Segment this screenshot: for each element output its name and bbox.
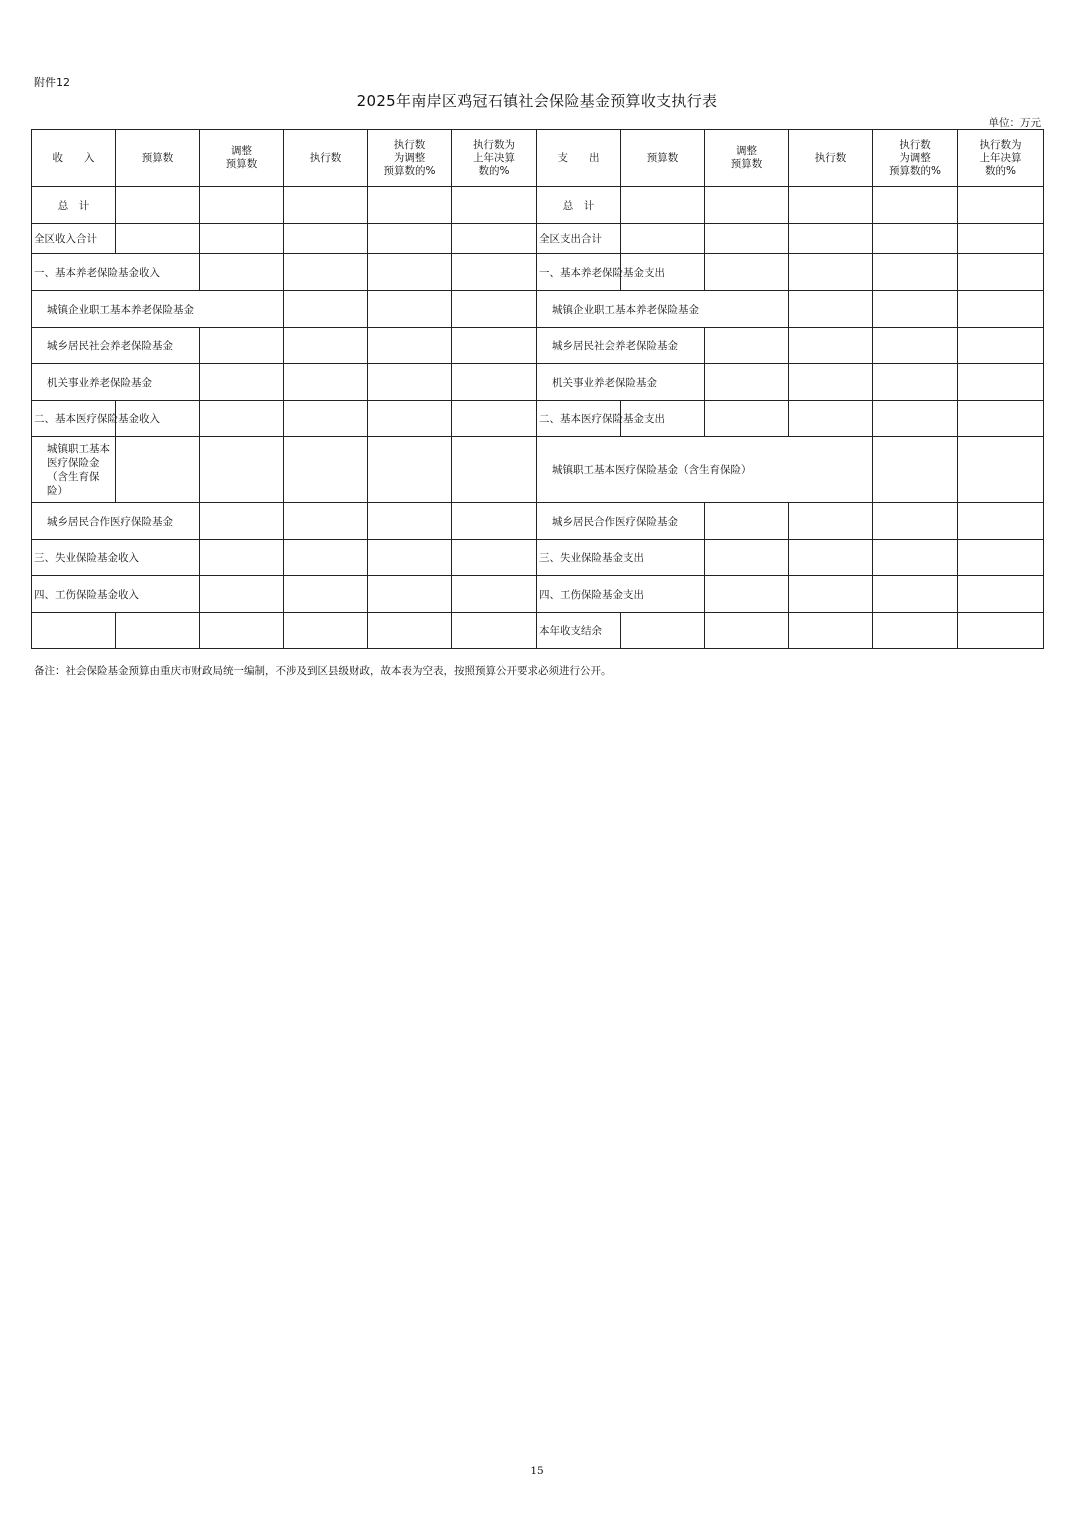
table-row — [32, 401, 1044, 437]
header-ratio-lastyear-expense: 执行数为 上年决算 数的% — [958, 130, 1044, 187]
row-label-resident-pension-expense: 城乡居民社会养老保险基金 — [537, 328, 705, 364]
table-row — [32, 328, 1044, 364]
header-income: 收 入 — [32, 130, 116, 187]
row-label-rural-medical-expense: 城乡居民合作医疗保险基金 — [537, 503, 705, 540]
header-budget-income: 预算数 — [116, 130, 200, 187]
table-row — [32, 613, 1044, 649]
row-label-unemployment-income: 三、失业保险基金收入 — [32, 540, 200, 576]
footnote: 备注：社会保险基金预算由重庆市财政局统一编制，不涉及到区县级财政，故本表为空表，按照预算公开要求必须进行公开。 — [34, 665, 612, 677]
unit-label: 单位：万元 — [988, 117, 1041, 129]
header-ratio-adjusted-expense: 执行数 为调整 预算数的% — [873, 130, 958, 187]
page-title: 2025年南岸区鸡冠石镇社会保险基金预算收支执行表 — [356, 92, 718, 110]
row-label-district-income: 全区收入合计 — [32, 224, 116, 254]
table-row — [32, 224, 1044, 254]
table-row — [32, 503, 1044, 540]
row-label-unemployment-expense: 三、失业保险基金支出 — [537, 540, 705, 576]
row-label-rural-medical-income: 城乡居民合作医疗保险基金 — [32, 503, 200, 540]
budget-execution-table — [31, 129, 1044, 649]
header-adjusted-income: 调整 预算数 — [200, 130, 284, 187]
table-row — [32, 437, 1044, 503]
row-label-urban-pension-income: 城镇企业职工基本养老保险基金 — [32, 291, 284, 328]
annex-label: 附件12 — [34, 76, 70, 89]
row-label-medical-expense: 二、基本医疗保险基金支出 — [537, 401, 621, 437]
row-label-gov-pension-expense: 机关事业养老保险基金 — [537, 364, 705, 401]
row-label-urban-medical-income: 城镇职工基本医疗保险金（含生育保险） — [32, 437, 116, 503]
row-label-total-expense: 总 计 — [537, 187, 621, 224]
table-row — [32, 254, 1044, 291]
table-row — [32, 540, 1044, 576]
row-label-total-income: 总 计 — [32, 187, 116, 224]
table-row — [32, 576, 1044, 613]
row-label-injury-expense: 四、工伤保险基金支出 — [537, 576, 705, 613]
row-label-balance: 本年收支结余 — [537, 613, 621, 649]
row-label-resident-pension-income: 城乡居民社会养老保险基金 — [32, 328, 200, 364]
header-expense: 支 出 — [537, 130, 621, 187]
header-ratio-adjusted-income: 执行数 为调整 预算数的% — [368, 130, 452, 187]
table-header-row — [32, 130, 1044, 187]
table-row — [32, 187, 1044, 224]
row-label-medical-income: 二、基本医疗保险基金收入 — [32, 401, 116, 437]
header-executed-expense: 执行数 — [789, 130, 873, 187]
row-label-injury-income: 四、工伤保险基金收入 — [32, 576, 200, 613]
page-number: 15 — [530, 1465, 544, 1477]
header-ratio-lastyear-income: 执行数为 上年决算 数的% — [452, 130, 537, 187]
table-row — [32, 291, 1044, 328]
header-adjusted-expense: 调整 预算数 — [705, 130, 789, 187]
row-label-district-expense: 全区支出合计 — [537, 224, 621, 254]
header-budget-expense: 预算数 — [621, 130, 705, 187]
table-row — [32, 364, 1044, 401]
row-label-pension-expense: 一、基本养老保险基金支出 — [537, 254, 621, 291]
row-label-urban-medical-expense: 城镇职工基本医疗保险基金（含生育保险） — [537, 437, 873, 503]
row-label-pension-income: 一、基本养老保险基金收入 — [32, 254, 200, 291]
row-label-urban-pension-expense: 城镇企业职工基本养老保险基金 — [537, 291, 789, 328]
header-executed-income: 执行数 — [284, 130, 368, 187]
row-label-gov-pension-income: 机关事业养老保险基金 — [32, 364, 200, 401]
